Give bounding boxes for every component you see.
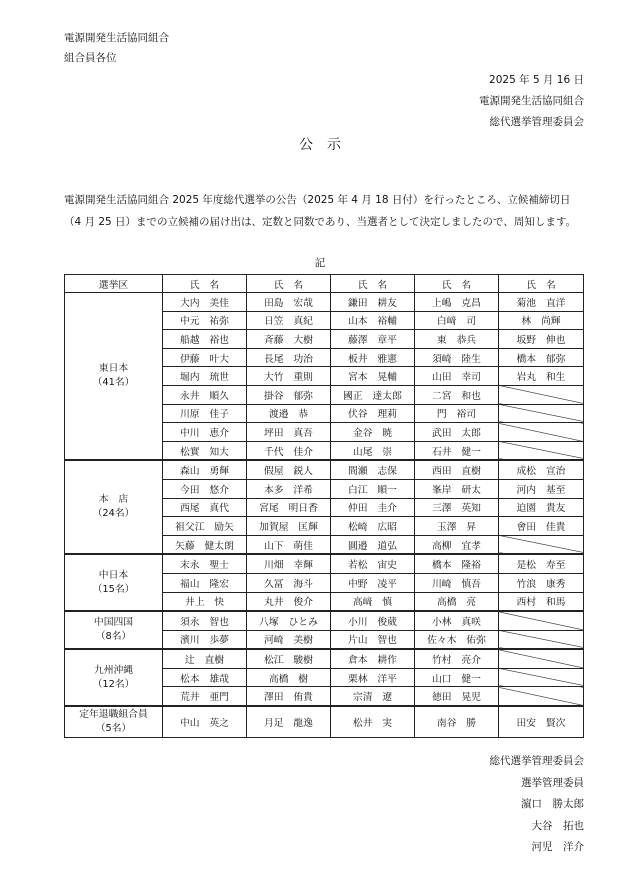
table-body bbox=[65, 293, 584, 738]
delegate-name-cell: 伏谷 理莉 bbox=[331, 404, 415, 423]
delegate-name-cell: 永井 順久 bbox=[163, 385, 247, 404]
recipient-members: 組合員各位 bbox=[64, 52, 117, 64]
delegate-name-cell: 月足 龍逸 bbox=[247, 706, 331, 738]
delegate-name-cell: 矢藤 健太朗 bbox=[163, 535, 247, 554]
district-name: 東日本 bbox=[98, 363, 129, 375]
delegate-name-cell: 圓邉 道弘 bbox=[331, 535, 415, 554]
delegate-name-cell: 西尾 真代 bbox=[163, 498, 247, 517]
empty-cell bbox=[499, 630, 584, 649]
committee-member: 濵口 勝太郎 bbox=[521, 798, 584, 810]
notice-date: 2025 年 5 月 16 日 bbox=[489, 74, 584, 86]
district-name: 中日本 bbox=[98, 569, 129, 581]
table-row bbox=[65, 611, 584, 630]
delegate-name-cell: 川崎 慎吾 bbox=[415, 573, 499, 592]
delegate-name-cell: 船越 裕也 bbox=[163, 330, 247, 349]
header-name: 氏 名 bbox=[415, 275, 499, 293]
delegate-name-cell: 須崎 陸生 bbox=[415, 348, 499, 367]
delegate-name-cell: 川畑 幸輝 bbox=[247, 554, 331, 573]
delegate-name-cell: 竹村 亮介 bbox=[415, 649, 499, 668]
footer-committee: 総代選挙管理委員会 bbox=[489, 755, 584, 767]
delegate-name-cell: 橋本 郁弥 bbox=[499, 348, 584, 367]
delegate-name-cell: 門 裕司 bbox=[415, 404, 499, 423]
delegate-name-cell: 川原 佳子 bbox=[163, 404, 247, 423]
delegate-name-cell: 中山 英之 bbox=[163, 706, 247, 738]
delegate-name-cell: 假屋 鋭人 bbox=[247, 460, 331, 479]
header-district: 選挙区 bbox=[65, 275, 163, 293]
issuer-committee: 総代選挙管理委員会 bbox=[489, 116, 584, 128]
header-name: 氏 名 bbox=[163, 275, 247, 293]
delegate-name-cell: 松實 知大 bbox=[163, 441, 247, 460]
delegate-name-cell: 大竹 重則 bbox=[247, 367, 331, 386]
delegate-name-cell: 長尾 功治 bbox=[247, 348, 331, 367]
delegate-name-cell: 高﨑 慎 bbox=[331, 592, 415, 611]
ki-marker: 記 bbox=[314, 257, 326, 269]
delegate-name-cell: 澤田 侑貴 bbox=[247, 687, 331, 706]
delegate-name-cell: 岩丸 和生 bbox=[499, 367, 584, 386]
district-count: （15名） bbox=[92, 583, 135, 595]
delegate-name-cell: 小川 俊葳 bbox=[331, 611, 415, 630]
delegate-name-cell: 堀内 琉世 bbox=[163, 367, 247, 386]
delegate-name-cell: 宮尾 明日香 bbox=[247, 498, 331, 517]
delegate-name-cell: 林 尚輝 bbox=[499, 311, 584, 330]
delegate-name-cell: 河内 基至 bbox=[499, 479, 584, 498]
delegate-name-cell: 高柳 宜孝 bbox=[415, 535, 499, 554]
delegate-name-cell: 伊藤 叶大 bbox=[163, 348, 247, 367]
empty-cell bbox=[499, 423, 584, 442]
delegate-name-cell: 坂野 伸也 bbox=[499, 330, 584, 349]
delegate-name-cell: 濱川 歩夢 bbox=[163, 630, 247, 649]
committee-member: 大谷 拓也 bbox=[531, 819, 584, 832]
delegate-name-cell: 山口 健一 bbox=[415, 668, 499, 687]
header-name: 氏 名 bbox=[499, 275, 584, 293]
recipient-org: 電源開発生活協同組合 bbox=[64, 32, 169, 44]
delegate-name-cell: 二宮 和也 bbox=[415, 385, 499, 404]
delegate-name-cell: 本多 洋希 bbox=[247, 479, 331, 498]
district-cell bbox=[65, 460, 163, 554]
delegate-name-cell: 坪田 真吾 bbox=[247, 423, 331, 442]
district-cell bbox=[65, 706, 163, 738]
delegate-name-cell: 藤澤 章平 bbox=[331, 330, 415, 349]
delegate-name-cell: 白﨑 司 bbox=[415, 311, 499, 330]
district-name: 本 店 bbox=[98, 494, 129, 506]
delegate-name-cell: 栗林 洋平 bbox=[331, 668, 415, 687]
delegate-name-cell: 今田 悠介 bbox=[163, 479, 247, 498]
delegate-name-cell: 荒井 亜門 bbox=[163, 687, 247, 706]
empty-cell bbox=[499, 687, 584, 706]
committee-member: 河児 洋介 bbox=[531, 841, 584, 853]
delegate-name-cell: 祖父江 励矢 bbox=[163, 517, 247, 536]
district-cell bbox=[65, 649, 163, 706]
delegate-name-cell: 仲田 圭介 bbox=[331, 498, 415, 517]
district-cell bbox=[65, 611, 163, 649]
delegate-name-cell: 田島 宏哉 bbox=[247, 293, 331, 312]
header-name: 氏 名 bbox=[247, 275, 331, 293]
delegate-name-cell: 倉本 耕作 bbox=[331, 649, 415, 668]
table-row bbox=[65, 293, 584, 312]
table-row bbox=[65, 649, 584, 668]
delegate-name-cell: 宗清 遼 bbox=[331, 687, 415, 706]
delegate-name-cell: 西田 直樹 bbox=[415, 460, 499, 479]
district-name: 中国四国 bbox=[93, 617, 134, 629]
signature-block bbox=[490, 751, 585, 859]
delegate-name-cell: 成松 宣治 bbox=[499, 460, 584, 479]
empty-cell bbox=[499, 668, 584, 687]
district-name: 定年退職組合員 bbox=[79, 709, 148, 721]
table-header-row bbox=[65, 275, 584, 293]
delegate-name-cell: 山尾 崇 bbox=[331, 441, 415, 460]
delegate-name-cell: 中野 凌平 bbox=[331, 573, 415, 592]
page-title: 公示 bbox=[299, 137, 355, 153]
elected-delegates-table bbox=[64, 274, 584, 738]
delegate-name-cell: 是松 寿至 bbox=[499, 554, 584, 573]
delegate-name-cell: 迫園 貴友 bbox=[499, 498, 584, 517]
delegate-name-cell: 板井 雅憲 bbox=[331, 348, 415, 367]
empty-cell bbox=[499, 404, 584, 423]
empty-cell bbox=[499, 441, 584, 460]
delegate-name-cell: 間瀬 志保 bbox=[331, 460, 415, 479]
delegate-name-cell: 峯岸 研太 bbox=[415, 479, 499, 498]
delegate-name-cell: 山本 裕輔 bbox=[331, 311, 415, 330]
delegate-name-cell: 井上 快 bbox=[163, 592, 247, 611]
delegate-name-cell: 徳田 晃児 bbox=[415, 687, 499, 706]
footer-role: 選挙管理委員 bbox=[521, 776, 584, 789]
delegate-name-cell: 竹浪 康秀 bbox=[499, 573, 584, 592]
empty-cell bbox=[499, 611, 584, 630]
delegate-name-cell: 斉藤 大樹 bbox=[247, 330, 331, 349]
delegate-name-cell: 白江 順一 bbox=[331, 479, 415, 498]
delegate-name-cell: 大内 美佳 bbox=[163, 293, 247, 312]
delegate-name-cell: 渡邉 恭 bbox=[247, 404, 331, 423]
delegate-name-cell: 東 恭兵 bbox=[415, 330, 499, 349]
delegate-name-cell: 須永 智也 bbox=[163, 611, 247, 630]
delegate-name-cell: 武田 太郎 bbox=[415, 423, 499, 442]
delegate-name-cell: 菊池 直洋 bbox=[499, 293, 584, 312]
table-row bbox=[65, 460, 584, 479]
delegate-name-cell: 中元 祐弥 bbox=[163, 311, 247, 330]
district-count: （24名） bbox=[92, 508, 135, 520]
delegate-name-cell: 松井 実 bbox=[331, 706, 415, 738]
delegate-name-cell: 上嶋 克昌 bbox=[415, 293, 499, 312]
delegate-name-cell: 田安 賢次 bbox=[499, 706, 584, 738]
district-count: （12名） bbox=[92, 678, 135, 690]
delegate-name-cell: 久冨 海斗 bbox=[247, 573, 331, 592]
delegate-name-cell: 若松 宙史 bbox=[331, 554, 415, 573]
delegate-name-cell: 松江 駿樹 bbox=[247, 649, 331, 668]
delegate-name-cell: 八塚 ひとみ bbox=[247, 611, 331, 630]
delegate-name-cell: 片山 智也 bbox=[331, 630, 415, 649]
delegate-name-cell: 佐々木 佑弥 bbox=[415, 630, 499, 649]
delegate-name-cell: 金谷 暁 bbox=[331, 423, 415, 442]
delegate-name-cell: 鎌田 耕友 bbox=[331, 293, 415, 312]
header-name: 氏 名 bbox=[331, 275, 415, 293]
table-row bbox=[65, 706, 584, 738]
empty-cell bbox=[499, 649, 584, 668]
notice-body: 電源開発生活協同組合 2025 年度総代選挙の公告（2025 年 4 月 18 日付）を行ったところ、立候補締切日（4 月 25 日）までの立候補の届け出は、定数と同数であり、当選者として決定しましたので、周知します。 bbox=[64, 194, 577, 228]
delegate-name-cell: 石井 健一 bbox=[415, 441, 499, 460]
delegate-name-cell: 會田 佳貴 bbox=[499, 517, 584, 536]
delegate-name-cell: 福山 隆宏 bbox=[163, 573, 247, 592]
delegate-name-cell: 松崎 広昭 bbox=[331, 517, 415, 536]
district-count: （41名） bbox=[92, 377, 135, 389]
district-name: 九州沖縄 bbox=[93, 664, 134, 676]
delegate-name-cell: 宮本 晃輔 bbox=[331, 367, 415, 386]
delegate-name-cell: 森山 勇輝 bbox=[163, 460, 247, 479]
delegate-name-cell: 日笠 真紀 bbox=[247, 311, 331, 330]
delegate-name-cell: 三澤 英知 bbox=[415, 498, 499, 517]
empty-cell bbox=[499, 535, 584, 554]
district-cell bbox=[65, 554, 163, 611]
district-count: （5名） bbox=[95, 723, 132, 735]
delegate-name-cell: 松本 雄哉 bbox=[163, 668, 247, 687]
delegate-name-cell: 末永 聖士 bbox=[163, 554, 247, 573]
delegate-name-cell: 橋本 隆裕 bbox=[415, 554, 499, 573]
delegate-name-cell: 南谷 勝 bbox=[415, 706, 499, 738]
delegate-name-cell: 高橋 亮 bbox=[415, 592, 499, 611]
district-cell bbox=[65, 293, 163, 461]
delegate-name-cell: 中川 恵介 bbox=[163, 423, 247, 442]
delegate-name-cell: 山田 幸司 bbox=[415, 367, 499, 386]
delegate-name-cell: 加賀屋 匡輝 bbox=[247, 517, 331, 536]
district-count: （8名） bbox=[95, 631, 132, 643]
delegate-name-cell: 掛谷 郁弥 bbox=[247, 385, 331, 404]
delegate-name-cell: 國正 達太郎 bbox=[331, 385, 415, 404]
delegate-name-cell: 小林 真咲 bbox=[415, 611, 499, 630]
delegate-name-cell: 山下 萌佳 bbox=[247, 535, 331, 554]
delegate-name-cell: 河崎 美樹 bbox=[247, 630, 331, 649]
delegate-name-cell: 辻 直樹 bbox=[163, 649, 247, 668]
delegate-name-cell: 高橋 樹 bbox=[247, 668, 331, 687]
issuer-org: 電源開発生活協同組合 bbox=[479, 95, 584, 107]
empty-cell bbox=[499, 385, 584, 404]
table-row bbox=[65, 554, 584, 573]
delegate-name-cell: 西村 和馬 bbox=[499, 592, 584, 611]
delegate-name-cell: 丸井 俊介 bbox=[247, 592, 331, 611]
delegate-name-cell: 千代 佳介 bbox=[247, 441, 331, 460]
delegate-name-cell: 玉澤 昇 bbox=[415, 517, 499, 536]
